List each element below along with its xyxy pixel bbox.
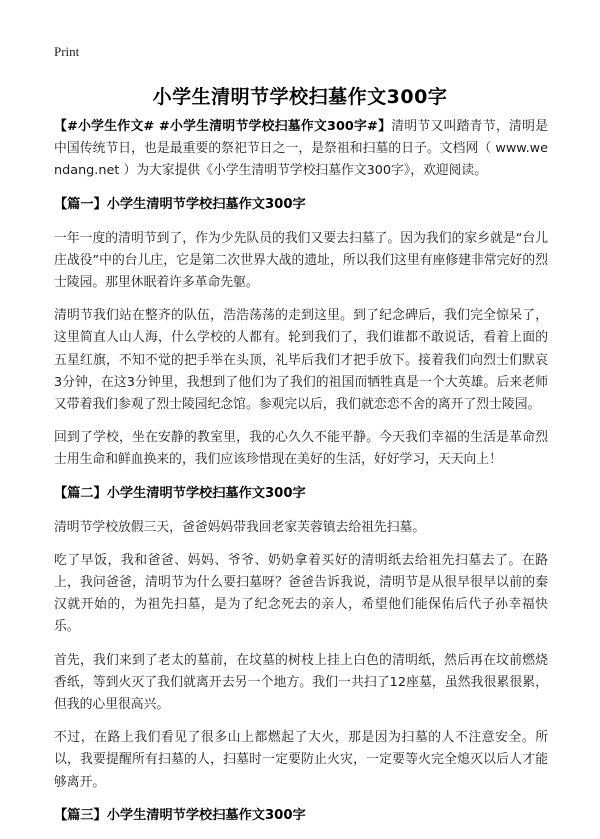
section-1-paragraph-1: 一年一度的清明节到了，作为少先队员的我们又要去扫墓了。因为我们的家乡就是“台儿庄战役”中的台儿庄，它是第二次世界大战的遗址，所以我们这里有座修建非常完好的烈士陵园。那里休眠着许多革命先躯。 <box>54 230 548 291</box>
intro-paragraph <box>54 116 548 183</box>
section-heading-2: 【篇二】小学生清明节学校扫墓作文300字 <box>54 485 306 501</box>
section-2-paragraph-4: 不过，在路上我们看见了很多山上都燃起了大火，那是因为扫墓的人不注意安全。所以，我要提醒所有扫墓的人，扫墓时一定要防止火灾，一定要等火完全熄灭以后人才能够离开。 <box>54 730 548 790</box>
print-label: Print <box>54 44 80 59</box>
intro-tags: 【#小学生作文# #小学生清明节学校扫墓作文300字#】 <box>54 119 392 134</box>
section-heading-3: 【篇三】小学生清明节学校扫墓作文300字 <box>54 807 306 823</box>
section-2-paragraph-1: 清明节学校放假三天，爸爸妈妈带我回老家芙蓉镇去给祖先扫墓。 <box>54 519 426 535</box>
document-body <box>54 116 548 839</box>
section-1-paragraph-2: 清明节我们站在整齐的队伍，浩浩荡荡的走到这里。到了纪念碑后，我们完全惊呆了，这里简直人山人海，什么学校的人都有。轮到我们了，我们谁都不敢说话，看着上面的五星红旗，不知不觉的把手举在头顶，礼毕后我们才把手放下。接着我们向烈士们默哀3分钟，在这3分钟里，我想到了他们为了我们的祖国而牺牲真是一个大英雄。后来老师又带着我们参观了烈士陵园纪念馆。参观完以后，我们就恋恋不舍的离开了烈士陵园。 <box>54 308 548 413</box>
document-title: 小学生清明节学校扫墓作文300字 <box>152 86 448 108</box>
section-1-paragraph-3: 回到了学校，坐在安静的教室里，我的心久久不能平静。今天我们幸福的生活是革命烈士用生命和鲜血换来的，我们应该珍惜现在美好的生活，好好学习，天天向上！ <box>54 430 548 468</box>
section-2-paragraph-3: 首先，我们来到了老太的墓前，在坟墓的树枝上挂上白色的清明纸，然后再在坟前燃烧香纸，等到火灭了我们就离开去另一个地方。我们一共扫了12座墓，虽然我很累很累，但我的心里很高兴。 <box>54 652 548 713</box>
section-2-paragraph-2: 吃了早饭，我和爸爸、妈妈、爷爷、奶奶拿着买好的清明纸去给祖先扫墓去了。在路上，我问爸爸，清明节为什么要扫墓呀？爸爸告诉我说，清明节是从很早很早以前的秦汉就开始的，为祖先扫墓，是为了纪念死去的亲人，希望他们能保佑后代子孙幸福快乐。 <box>54 552 548 635</box>
intro-text: 清明节又叫踏青节，清明是中国传统节日，也是最重要的祭祀节日之一，是祭祖和扫墓的日子。文档网（ www.wendang.net ）为大家提供《小学生清明节学校扫墓作文300字》，欢迎阅读。 <box>54 119 549 179</box>
section-heading-1: 【篇一】小学生清明节学校扫墓作文300字 <box>54 196 306 212</box>
